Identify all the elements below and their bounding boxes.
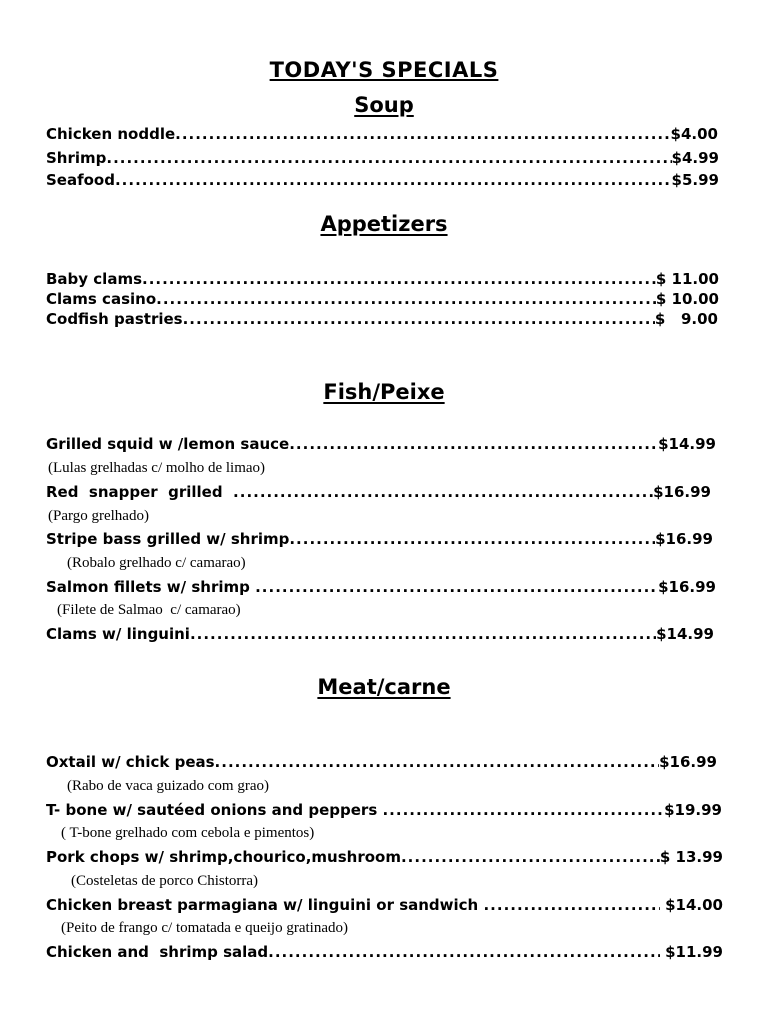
- menu-item: [46, 753, 717, 771]
- leader-dots: [483, 896, 659, 914]
- menu-item: [46, 483, 711, 501]
- item-price: $4.99: [671, 149, 719, 167]
- item-name: Shrimp: [46, 149, 107, 167]
- menu-item: [46, 625, 714, 643]
- item-name: Clams w/ linguini: [46, 625, 190, 643]
- menu-item: [46, 149, 719, 167]
- leader-dots: [175, 125, 670, 143]
- menu-item: [46, 310, 718, 328]
- item-translation: (Filete de Salmao c/ camarao): [57, 602, 241, 618]
- item-price: $19.99: [664, 801, 722, 819]
- leader-dots: [233, 483, 653, 501]
- menu-item: [46, 125, 718, 143]
- leader-dots: [289, 435, 658, 453]
- section-heading-fish: Fish/Peixe: [323, 380, 445, 404]
- item-translation: (Rabo de vaca guizado com grao): [67, 778, 269, 794]
- item-price: $ 9.00: [654, 310, 718, 328]
- item-price: $14.00: [659, 896, 723, 914]
- leader-dots: [190, 625, 656, 643]
- leader-dots: [268, 943, 660, 961]
- item-price: $ 11.00: [655, 270, 719, 288]
- item-name: T- bone w/ sautéed onions and peppers: [46, 801, 383, 819]
- item-name: Salmon fillets w/ shrimp: [46, 578, 256, 596]
- menu-item: [46, 171, 719, 189]
- menu-item: [46, 943, 723, 961]
- leader-dots: [255, 578, 658, 596]
- leader-dots: [215, 753, 660, 771]
- leader-dots: [401, 848, 660, 866]
- item-name: Oxtail w/ chick peas: [46, 753, 215, 771]
- item-translation: (Pargo grelhado): [48, 508, 149, 524]
- item-name: Chicken noddle: [46, 125, 176, 143]
- item-name: Stripe bass grilled w/ shrimp: [46, 530, 290, 548]
- item-name: Pork chops w/ shrimp,chourico,mushroom: [46, 848, 401, 866]
- menu-item: [46, 530, 713, 548]
- item-name: Red snapper grilled: [46, 483, 234, 501]
- item-price: $11.99: [659, 943, 723, 961]
- item-translation: (Robalo grelhado c/ camarao): [67, 555, 246, 571]
- menu-item: [46, 848, 723, 866]
- item-price: $4.00: [670, 125, 718, 143]
- menu-item: [46, 435, 716, 453]
- item-name: Grilled squid w /lemon sauce: [46, 435, 290, 453]
- item-name: Codfish pastries: [46, 310, 183, 328]
- leader-dots: [289, 530, 655, 548]
- page-title: TODAY'S SPECIALS: [269, 58, 499, 82]
- item-price: $16.99: [659, 753, 717, 771]
- item-name: Chicken breast parmagiana w/ linguini or sandwich: [46, 896, 484, 914]
- item-translation: (Peito de frango c/ tomatada e queijo gratinado): [61, 920, 348, 936]
- item-name: Baby clams: [46, 270, 143, 288]
- leader-dots: [382, 801, 664, 819]
- item-translation: ( T-bone grelhado com cebola e pimentos): [61, 825, 315, 841]
- item-price: $16.99: [658, 578, 716, 596]
- item-name: Clams casino: [46, 290, 157, 308]
- menu-item: [46, 801, 722, 819]
- menu-item: [46, 290, 719, 308]
- item-price: $5.99: [671, 171, 719, 189]
- item-name: Seafood: [46, 171, 115, 189]
- section-heading-meat: Meat/carne: [317, 675, 451, 699]
- menu-item: [46, 270, 719, 288]
- section-heading-appetizers: Appetizers: [320, 212, 448, 236]
- item-name: Chicken and shrimp salad: [46, 943, 269, 961]
- item-translation: (Costeletas de porco Chistorra): [71, 873, 259, 889]
- leader-dots: [156, 290, 656, 308]
- item-price: $16.99: [653, 483, 711, 501]
- leader-dots: [115, 171, 672, 189]
- item-price: $ 10.00: [655, 290, 719, 308]
- item-price: $16.99: [655, 530, 713, 548]
- menu-item: [46, 896, 723, 914]
- leader-dots: [142, 270, 656, 288]
- item-price: $14.99: [656, 625, 714, 643]
- leader-dots: [106, 149, 671, 167]
- menu-item: [46, 578, 716, 596]
- item-price: $14.99: [658, 435, 716, 453]
- item-translation: (Lulas grelhadas c/ molho de limao): [48, 460, 266, 476]
- item-price: $ 13.99: [659, 848, 723, 866]
- section-heading-soup: Soup: [354, 93, 414, 117]
- leader-dots: [183, 310, 655, 328]
